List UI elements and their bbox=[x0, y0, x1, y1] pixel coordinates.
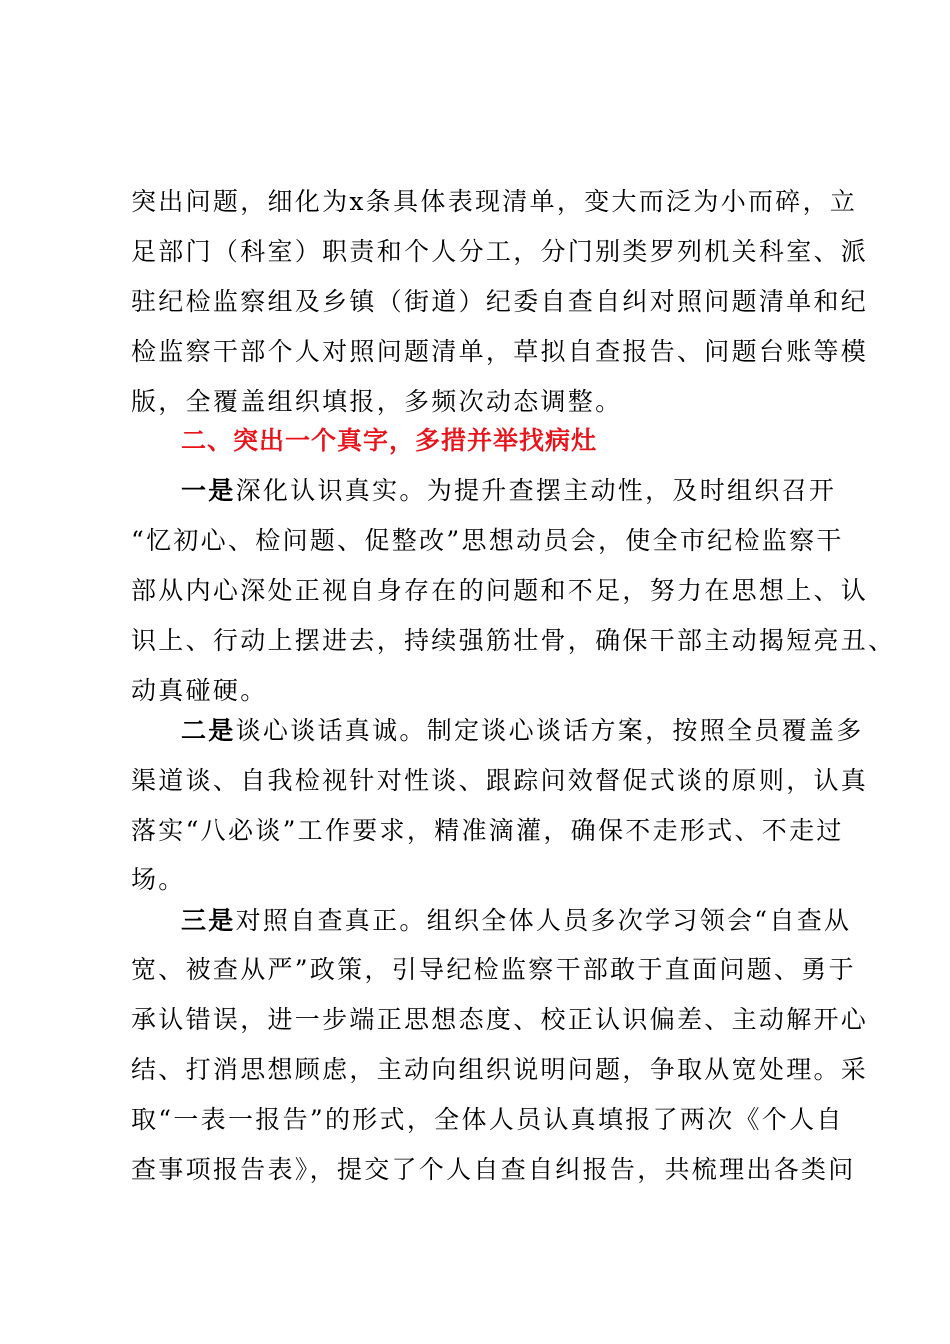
item-first-line bbox=[181, 471, 836, 511]
item-text: 对照自查真正。组织全体人员多次学习领会“自查从 bbox=[235, 906, 852, 935]
item-text: 谈心谈话真诚。制定谈心谈话方案，按照全员覆盖多 bbox=[235, 716, 864, 745]
paragraph-line: 部从内心深处正视自身存在的问题和不足，努力在思想上、认 bbox=[131, 576, 869, 605]
paragraph-line: 足部门（科室）职责和个人分工，分门别类罗列机关科室、派 bbox=[131, 237, 869, 266]
paragraph-line: 落实“八必谈”工作要求，精准滴灌，确保不走形式、不走过 bbox=[131, 816, 844, 845]
paragraph-line: 驻纪检监察组及乡镇（街道）纪委自查自纠对照问题清单和纪 bbox=[131, 287, 869, 316]
paragraph-line: 版，全覆盖组织填报，多频次动态调整。 bbox=[131, 387, 623, 416]
paragraph-line: “忆初心、检问题、促整改”思想动员会，使全市纪检监察干 bbox=[131, 526, 844, 555]
item-label: 一是 bbox=[181, 476, 236, 505]
paragraph-line: 动真碰硬。 bbox=[131, 676, 268, 705]
paragraph-line: 宽、被查从严”政策，引导纪检监察干部敢于直面问题、勇于 bbox=[131, 955, 856, 984]
item-text: 深化认识真实。为提升查摆主动性，及时组织召开 bbox=[235, 476, 837, 505]
paragraph-line: 识上、行动上摆进去，持续强筋壮骨，确保干部主动揭短亮丑、 bbox=[131, 626, 896, 655]
paragraph-line: 查事项报告表》，提交了个人自查自纠报告，共梳理出各类问 bbox=[131, 1155, 856, 1184]
item-label: 三是 bbox=[181, 906, 236, 935]
paragraph-line: 检监察干部个人对照问题清单，草拟自查报告、问题台账等模 bbox=[131, 337, 869, 366]
item-label: 二是 bbox=[181, 716, 236, 745]
paragraph-line: 场。 bbox=[131, 865, 186, 894]
item-first-line bbox=[181, 711, 864, 751]
paragraph-line: 渠道谈、自我检视针对性谈、跟踪问效督促式谈的原则，认真 bbox=[131, 766, 869, 795]
item-first-line bbox=[181, 901, 851, 941]
paragraph-line: 结、打消思想顾虑，主动向组织说明问题，争取从宽处理。采 bbox=[131, 1055, 869, 1084]
paragraph-line: 取“一表一报告”的形式，全体人员认真填报了两次《个人自 bbox=[131, 1105, 844, 1134]
paragraph-line: 承认错误，进一步端正思想态度、校正认识偏差、主动解开心 bbox=[131, 1005, 869, 1034]
paragraph-line: 突出问题，细化为x条具体表现清单，变大而泛为小而碎，立 bbox=[131, 187, 858, 216]
section-heading: 二、突出一个真字，多措并举找病灶 bbox=[181, 426, 598, 455]
